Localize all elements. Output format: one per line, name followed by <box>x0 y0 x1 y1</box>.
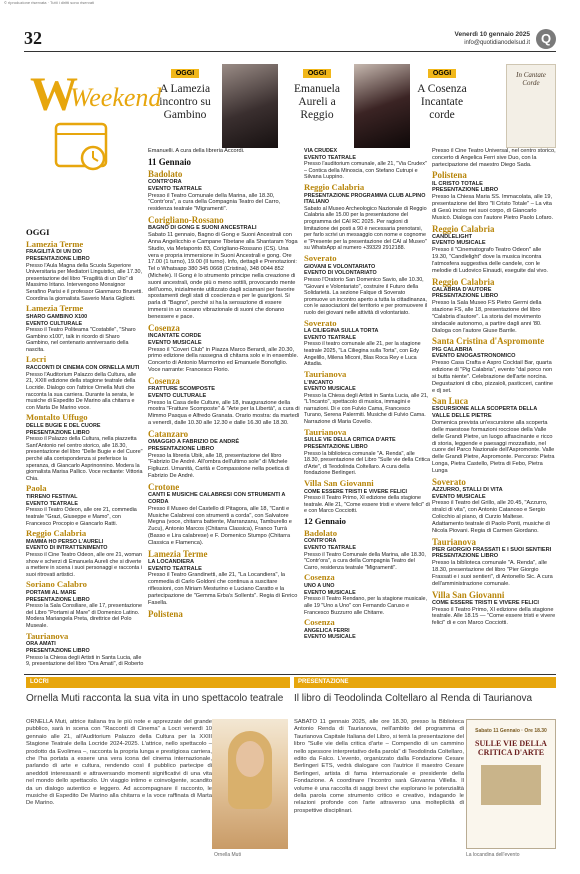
event-city: Catanzaro <box>148 428 189 439</box>
event-type: EVENTO MUSICALE <box>148 339 202 346</box>
event-text: Sabato 11 gennaio, Bagno di Gong e Suoni Ancestrali con Anna Angelicchio e Campane Tibetane alla Shantaram Yoga Studio, via Metaponto 83, Corigliano-Rossano (CS). Una vera e propria immersione in Suoni Ancestrali e gong. Ore 17.00 (1 turno), 19.00 (II turno). Info, dettagli e Prenotazioni: Tel o Whatsapp 380 345 0668 (Cristina), 348 0044 852 (Michele). Il Gong è lo strumento principe nella creazione di suoni ancestrali, onde più o meno sottili, provocando mente dell'uomo, inizialmente utilizzato dagli sciamani per favorire spostamenti degli stati di coscienza e per le guarigioni. Si parla di "Bagno", perché si ha la sensazione di essere immersi in un oceano vibrazionale di suoni che donano benessere e pace. <box>148 232 298 320</box>
event-poster <box>466 719 556 849</box>
event-text: Presso l'Oratorio San Domenico Savio, alle 10.30, "Giovani e Volontariato", costruire il Futuro della Solidarietà. La sezione Falque di Soverato promuove un incontro aperto a tutta la cittadinanza, con le associazioni del territorio e per promuovere il ruolo dei giovani nelle attività di volontariato. <box>304 276 428 316</box>
event-text: Presso la Sala Museo FS Pietro Germi della stazione FS, alle 18, presentazione del libro "Calabria d'autore". La storia del movimento sindacale autonomo, a partire dagli anni '80. Dialoga con l'autore Giuse Barrile. <box>432 300 542 334</box>
event-text: Presso il Teatro Comunale della Marina, alle 18.30, "Contr'ora", a cura della Compagnia Teatro del Carro, residenza teatrale "Migramenti". <box>148 192 281 213</box>
poster-title: SULLE VIE DELLA CRITICA D'ARTE <box>475 739 547 757</box>
column-today <box>26 226 144 669</box>
day-heading: 12 Gennaio <box>304 516 346 527</box>
event-name[interactable]: ANGELICA FERRI <box>304 627 350 634</box>
event-type: PRESENTAZIONE LIBRO <box>26 596 90 603</box>
event-text: Presso il Museo del Castello di Pitagora, alle 18, "Canti e Musiche Calabresi con strumenti a corda", con Salvatore Megna (voce, chitarra battente, Marranzanu, Tamburello e Zucu), Antonio Marcos (Chitarra Classica), Franco Turrà (Basso e Lira calabrese) e F. Domenico Stumpo (Chitarra Classica e Flamenca). <box>148 505 292 546</box>
event-type: EVENTO CULTURALE <box>148 392 207 399</box>
event-city: Montalto Uffugo <box>26 412 88 423</box>
event-text: Presso il Teatro del Grillo, alle 20.45, "Azzurro, stralci di vita", con Antonio Catanoso e Sergio Colicchio al piano, di Curzio Maltese. Adattamento teatrale di Paolo Ponti, musiche di Nicola Piovani. Regia di Carmen Giordano. <box>432 500 550 534</box>
event-name[interactable]: AZZURRO, STALLI DI VITA <box>432 486 503 493</box>
event-name[interactable]: COME ESSERE TRISTI E VIVERE FELICI <box>432 599 539 606</box>
event-type: EVENTO MUSICALE <box>304 634 356 641</box>
event-name[interactable]: UNO A UNO <box>304 583 335 590</box>
event-city: Polistena <box>148 608 183 619</box>
event-text: Presso la libreria Ubik, alle 18, presentazione del libro "Fabrizio De André. All'ombra dell'ultimo sole" di Michele Figliuzzi. Umanità, Carità e Compassione nella poetica di Fabrizio De André. <box>148 452 290 480</box>
article-body-muti: ORNELLA Muti, attrice italiana tra le più note e apprezzate del grande pubblico, sarà in scena con "Racconti di Cinema" a Locri venerdì 10 gennaio alle 21, all'Auditorium Palazzo della Cultura per la XXIII Stagione Teatrale della Locride 2024-2025. L'attrice, nello spettacolo – prodotto da Evolimea –, racconta la propria lunga e prestigiosa carriera, che l'ha portata a essere una vera icona del cinema internazionale, parlando di arte e cultura, rendendo così il pubblico partecipe di aneddoti interessanti e attraversando momenti significativi di una vita nel mondo dello spettacolo. Un viaggio intimo e coinvolgente, scandito da un dialogo autentico e leggero. Ad accompagnare il racconto, le musiche di Espedito De Marino alla chitarra e la voce raffinata di Marta De Marino. <box>26 719 212 807</box>
event-text: Presso il Teatro Grandinetti, alle 21, "La Locandiera", la commedia di Carlo Goldoni che continua a suscitare riflessioni, con Miriam Mesturino e Luciano Caratto e la partecipazione de "Gemma Erba's Sollents". Regia di Enrico Fasella. <box>148 572 298 606</box>
contact-email[interactable]: info@quotidianodelsud.it <box>464 40 530 46</box>
promo-tag: OGGI <box>428 69 456 78</box>
event-text: Presso il Palazzo della Cultura, nella piazzetta Sant'Antonio nel centro storico, alle 18.30, presentazione del libro "Delle Bugie e del Cuore" perché alla corrispondenza si preferisce la speranza, di Giancarlo Asprinonnino. Modera la giornalista Marisa Pallico. Voce recitante: Vittoria Chia. <box>26 436 143 482</box>
event-text: Presso l'auditorium comunale, alle 21, "Via Crudex" – Contica della Minoscia, con Stefano Cutrupi e Silvana Luppino. <box>304 161 427 181</box>
event-type: EVENTO MUSICALE <box>432 493 486 500</box>
event-name[interactable]: BAGNO DI GONG E SUONI ANCESTRALI <box>148 225 257 232</box>
event-text: Presso il Cine Teatro Universal, nel centro storico, concerto di Angelica Ferri sive Duo, con la partecipazione del maestro Diego Sada. <box>432 148 556 168</box>
event-text: Presso il Teatro Rendano, per la stagione musicale, alle 19 "Uno a Uno" con Fernando Caruso e Francesco Buzzurro alle Chitarre. <box>304 596 428 616</box>
header-info <box>454 31 530 47</box>
event-text: Presso la Chiesa degli Artisti in Santa Lucia, alle 21, "L'Incanto", spettacolo di musica, immagini e narrazioni. Di e con Fulvio Cama, Francesco Turano, Serena Palermiti. Musiche di Fulvio Cama. Narrazione di Maria Covello. <box>304 392 429 426</box>
event-name[interactable]: GIOVANI E VOLONTARIATO <box>304 263 376 270</box>
event-type: PRESENTAZIONE LIBRO <box>26 256 90 263</box>
event-type: EVENTO MUSICALE <box>432 240 486 247</box>
event-name[interactable]: L'INCANTO <box>304 379 334 386</box>
event-text: Presso il Teatro Primo, XI edizione della stagione teatrale. Alle 18.15 — "Come essere tristi e vivere felici" di e con Marco Cocciotti. <box>432 606 556 627</box>
event-name[interactable]: CANDLELIGHT <box>432 233 473 240</box>
event-name[interactable]: LA CILIEGINA SULLA TORTA <box>304 328 379 335</box>
column-4 <box>432 148 556 628</box>
event-name[interactable]: FRAGILITÀ DI UN DIO <box>26 249 82 256</box>
event-city: Lamezia Terme <box>148 548 208 559</box>
column-2 <box>148 148 300 619</box>
event-type: EVENTO CULTURALE <box>26 320 83 327</box>
event-name[interactable]: FRATTURE SCOMPOSTE <box>148 385 216 392</box>
page-number: 32 <box>24 28 42 48</box>
event-name[interactable]: CANTI E MUSICHE CALABRESI CON STRUMENTI A CORDA <box>148 492 286 505</box>
article-title-coltellaro[interactable]: Il libro di Teodolinda Coltellaro al Renda di Taurianova <box>294 693 533 704</box>
event-text: Presso la Chiesa degli Artisti in Santa Lucia, alle 9, presentazione del libro "Ora Amati", di Roberto <box>26 654 144 668</box>
event-city: Soriano Calabro <box>26 579 87 590</box>
event-text: Presso il "Cinematografo Teatro Odeon" alle 19.30, "Candlelight" dove la musica incontra l'atmosfera suggestiva delle candele, con le melodie di Ludovico Einaudi, eseguite dal vivo. <box>432 247 548 274</box>
event-text: Sabato al Museo Archeologico Nazionale di Reggio Calabria alle 15.00 per la presentazione del programma del CAI RC 2025. Per ragioni di limitazione dei posti a 90 è necessaria prenotarsi, per farlo scrivi un messaggio con nome e cognome e "Presente per la presentazione del CAI al Museo" su WhatsApp al numero +39329 2912188. <box>304 205 427 252</box>
event-name[interactable]: RACCONTI DI CINEMA CON ORNELLA MUTI <box>26 365 140 372</box>
event-name[interactable]: INCANTATE CORDE <box>148 332 202 339</box>
event-type: EVENTO TEATRALE <box>26 500 78 507</box>
page-header <box>24 28 556 52</box>
column-3 <box>304 148 430 641</box>
event-name[interactable]: TIRRENO FESTIVAL <box>26 494 78 501</box>
event-text: Presso il Teatro Comunale della Marina, alle 18.30, "Contr'ora", a cura della Compagnia Teatro del Carro, residenza teatrale "Migramenti". <box>304 551 426 571</box>
lead-text: Emanuelli. A cura della libreria Accordi. <box>148 148 245 154</box>
event-type: EVENTO TEATRALE <box>304 334 356 341</box>
event-name[interactable]: MAMMA HO PERSO L'AURELI <box>26 538 104 545</box>
event-text: Presso l'Auditorium Palazzo della Cultura, alle 21, XXIII edizione della stagione teatrale della Locride. Dialogo con l'attrice Ornella Muti che racconta la sua carriera. Durante la serata, le musiche di Espedito De Marino alla chitarra e con Marta De Marino voce. <box>26 371 137 411</box>
event-city: Cosenza <box>304 572 335 583</box>
event-name[interactable]: VIA CRUDEX <box>304 148 338 154</box>
event-text: Presso la biblioteca comunale "A. Renda", alle 18.30, presentazione del libro "Pier Giorgio Frassati e i suoi sentieri", di Antonello Sic. A cura dell'amministrazione comunale. <box>432 560 553 587</box>
promo-lamezia[interactable] <box>150 62 220 148</box>
event-text: Presso il Cine Teatro Odeon, alle ore 21, woman show e scherzi di Emanuela Aureli che si diverte a mettere in scena i suoi personaggi e racconta i suoi ritrovati artistici. <box>26 552 142 578</box>
promo-tag: OGGI <box>303 69 331 78</box>
event-name[interactable]: SHARO GAMBINO X100 <box>26 313 88 320</box>
event-name[interactable]: PIG CALABRIA <box>432 346 473 353</box>
event-type: PRESENTAZIONE LIBRO <box>304 443 368 450</box>
poster-image <box>481 765 541 805</box>
event-city: Reggio Calabria <box>432 276 495 287</box>
promo-photo-aureli <box>354 64 410 148</box>
event-name[interactable]: IL CRISTO TOTALE <box>432 180 483 187</box>
event-city: Reggio Calabria <box>304 181 365 192</box>
day-heading: 11 Gennaio <box>148 156 192 167</box>
event-text: Presso l'Aula Magna della Scuola Superiore Universitaria per Mediatori Linguistici, alle 17.30, presentazione del libro "Fragilità di un Dio" di Massimo Iritano. Intervengono Monsignor Serafino Parisi e il professor Gianmarco Brunetti. Coordina la giornalista Saverio Maria Gigliotti. <box>26 262 143 302</box>
event-type: PRESENTAZIONE LIBRO <box>432 553 499 560</box>
event-name[interactable]: PIER GIORGIO FRASSATI E I SUOI SENTIERI <box>432 546 552 553</box>
promo-photo-lamezia <box>222 64 278 148</box>
event-city: Taurianova <box>432 536 476 547</box>
event-city: Badolato <box>304 527 338 538</box>
event-type: EVENTO MUSICALE <box>304 386 356 393</box>
event-type: EVENTO TEATRALE <box>304 545 356 552</box>
event-type: PRESENTAZIONE LIBRO <box>432 187 499 194</box>
event-city: Corigliano-Rossano <box>148 215 224 226</box>
article-body-coltellaro: SABATO 11 gennaio 2025, alle ore 18.30, presso la Biblioteca Antonio Renda di Taurianova, nell'ambito del programma di Taurianova Capitale Italiana del Libro, si terrà la presentazione del libro "Sulle vie della critica d'arte – Compendio di un cammino nello spessore interpretativo della parola" di Teodolinda Coltellaro, edito da Falco. L'evento, organizzato dalla Fondazione Cesare Berlingeri ETS, vedrà dialogare con l'autrice il maestro Cesare Berlingeri, artista di fama internazionale e presidente della Fondazione. A coordinare l'incontro sarà Giovanna Villella. Il volume è una raccolta di saggi brevi che esplorano le potenzialità della parola come strumento critico e creativo, indagando le relazioni profonde con l'arte attraverso una molteplicità di prospettive disciplinari. <box>294 719 464 814</box>
promo-title: A Lamezia incontro su Gambino <box>159 83 211 121</box>
event-text: Presso il Teatro Primo, XI edizione della stagione teatrale. Alle 21, "Come essere tristi e vivere felici" di e con Marco Cocciotti. <box>304 495 430 515</box>
copyright-strip: © riproduzione riservata · Tutti i diritti sono riservati <box>4 0 95 5</box>
event-name[interactable]: PORTAMI AL MARE <box>26 590 77 597</box>
event-text: Presso il teatro comunale alle 21, per la stagione teatrale 2025, "La Ciliegina sulla Torta", con Edy Angelillo, Milena Miconi, Blas Roca Rey e Luca Attadia. <box>304 341 421 368</box>
event-city: Cosenza <box>148 322 180 333</box>
event-text: Presso la Chiesa Maria SS. Immacolata, alle 19, presentazione del libro "Il Cristo Totale" – La vita di Gesù inciso nei suoi corpo, di Giancarlo Musicò. Dialoga con l'autore Pietro Paolo Lofaro. <box>432 194 554 221</box>
promo-cosenza[interactable] <box>412 62 472 148</box>
event-city: Lamezia Terme <box>26 303 84 314</box>
poster-date: Sabato 11 Gennaio · Ore 18.30 <box>475 728 547 734</box>
event-name[interactable]: COME ESSERE TRISTI E VIVERE FELICI <box>304 488 408 495</box>
event-city: Soverato <box>432 476 466 487</box>
event-name[interactable]: ESCURSIONE ALLA SCOPERTA DELLA VALLE DELLE PIETRE <box>432 406 538 420</box>
event-city: Taurianova <box>304 426 347 437</box>
event-type: EVENTO DI INTRATTENIMENTO <box>26 545 108 552</box>
event-city: Cosenza <box>304 617 335 628</box>
event-text: Presso la Casa delle Culture, alle 18, inaugurazione della mostra "Fratture Scomposte" & "Arte per la Libertà", a cura di Mimmo Pasqua e Alfredo Granata. Orario mostra: da martedì a venerdì, dalle 10.30 alle 12.30 e dalle 16.30 alle 18.30. <box>148 399 300 427</box>
event-name[interactable]: LA LOCANDIERA <box>148 558 195 565</box>
event-type: EVENTO TEATRALE <box>148 185 202 192</box>
event-type: EVENTO TEATRALE <box>304 154 356 161</box>
event-city: Cosenza <box>148 375 180 386</box>
section-title: OGGI <box>26 227 50 237</box>
event-city: Reggio Calabria <box>26 528 87 539</box>
issue-date: Venerdì 10 gennaio 2025 <box>454 31 530 38</box>
event-name[interactable]: PRESENTAZIONE PROGRAMMA CLUB ALPINO ITALIANO <box>304 192 426 206</box>
event-city: San Luca <box>432 396 469 407</box>
event-city: Taurianova <box>26 630 69 641</box>
event-type: EVENTO MUSICALE <box>304 589 356 596</box>
event-text: Presso Casa Crafta e Aspro Cocktail Bar, quarta edizione di "Pig Calabria", evento "dal porco non si butta niente". Celebrazione dell'arte norcina. Degustazioni di cibo, pizzaioli, pasticceri, cantine e dj set. <box>432 360 553 394</box>
event-text: Presso il Teatro Politeama "Costabile", "Sharo Gambino x100", talk in ricordo di Sharo Gambino, nel centenario anniversario della nascita. <box>26 327 136 353</box>
event-city: Santa Cristina d'Aspromonte <box>432 336 545 347</box>
section-divider <box>24 674 556 675</box>
event-text: Domenica prevista un'escursione alla scoperta delle maestose formazioni rocciose della Valle delle Grandi Pietre, un luogo affascinante e ricco di storia, leggende e paesaggi mozzafiato, nel cuore del Parco Nazionale dell'Aspromonte. Valle delle Grandi Pietre, Aspromonte. Percorso: Pietra Longa, Pietra Castello, Pietra di Febo, Pietra Lunga <box>432 420 555 474</box>
event-type: EVENTO TEATRALE <box>148 565 202 572</box>
section-band-locri: LOCRI <box>26 677 290 688</box>
event-city: Crotone <box>148 481 180 492</box>
event-text: Presso il Teatro Odeon, alle ore 21, commedia teatrale "Grazi, Giuseppe e Mamo", con Francesco Procopio e Giancarlo Ratti. <box>26 507 137 527</box>
promo-reggio[interactable] <box>282 62 352 148</box>
event-type: EVENTO ENOGASTRONOMICO <box>432 353 516 360</box>
event-city: Locri <box>26 354 47 365</box>
event-type: PRESENTAZIONE LIBRO <box>26 429 90 436</box>
weekend-logo <box>26 64 162 216</box>
event-city: Lamezia Terme <box>26 238 84 249</box>
promo-title: Emanuela Aureli a Reggio <box>294 83 340 121</box>
portrait-photo <box>212 719 288 849</box>
event-city: Badolato <box>148 168 183 179</box>
event-city: Soverato <box>304 317 337 328</box>
event-city: Villa San Giovanni <box>432 589 505 600</box>
event-city: Polistena <box>432 170 467 181</box>
event-name[interactable]: ORA AMATI <box>26 641 56 648</box>
event-city: Soverato <box>304 253 337 264</box>
promo-title: A Cosenza Incantate corde <box>417 83 467 121</box>
event-name[interactable]: CONTR'ORA <box>148 178 182 185</box>
event-name[interactable]: OMAGGIO A FABRIZIO DE ANDRÉ <box>148 438 240 445</box>
event-text: Presso la Sala Consiliare, alle 17, presentazione del Libro "Portami al Mare" di Domenico Latino. Modera Mariangela Preta, direttrice del Polo Museale. <box>26 603 142 630</box>
poster-caption: La locandina dell'evento <box>466 852 520 858</box>
event-text: Presso il "Coveri Club" in Piazza Marco Berardi, alle 20.30, primo edizione della rassegna di chitarra solo e in ensemble. Concerto di Antonio Marmorino ed Emanuele Bonofiglio. Voce narrante: Francesco Florio. <box>148 346 299 374</box>
photo-caption: Ornella Muti <box>214 852 241 858</box>
weekend-logo-text: Weekend <box>70 83 162 112</box>
promo-cover-cosenza <box>506 64 556 148</box>
event-type: PRESENTAZIONE LIBRO <box>148 445 215 452</box>
event-name[interactable]: CONTR'ORA <box>304 538 337 545</box>
event-name[interactable]: CALABRIA D'AUTORE <box>432 286 492 293</box>
promo-cover-title: In Cantate Corde <box>516 71 546 87</box>
event-city: Villa San Giovanni <box>304 477 374 488</box>
event-type: PRESENTAZIONE LIBRO <box>432 293 499 300</box>
event-name[interactable]: DELLE BUGIE E DEL CUORE <box>26 423 101 430</box>
event-type: EVENTO DI VOLONTARIATO <box>304 270 377 277</box>
event-city: Paola <box>26 483 47 494</box>
event-city: Taurianova <box>304 368 347 379</box>
promo-tag: OGGI <box>171 69 199 78</box>
event-type: PRESENTAZIONE LIBRO <box>26 647 90 654</box>
section-band-presentazione: PRESENTAZIONE <box>294 677 556 688</box>
svg-text:W: W <box>30 68 78 121</box>
newspaper-logo: Q <box>536 29 556 49</box>
event-name[interactable]: SULLE VIE DELLA CRITICA D'ARTE <box>304 437 396 444</box>
event-text: Presso la biblioteca comunale "A. Renda", alle 18.30, presentazione del Libro "Sulle vie della Critica d'Arte", di Teodolinda Coltellaro. A cura della fondazione Berlingeri. <box>304 450 430 477</box>
article-title-muti[interactable]: Ornella Muti racconta la sua vita in uno spettacolo teatrale <box>26 693 284 704</box>
event-city: Reggio Calabria <box>432 223 495 234</box>
